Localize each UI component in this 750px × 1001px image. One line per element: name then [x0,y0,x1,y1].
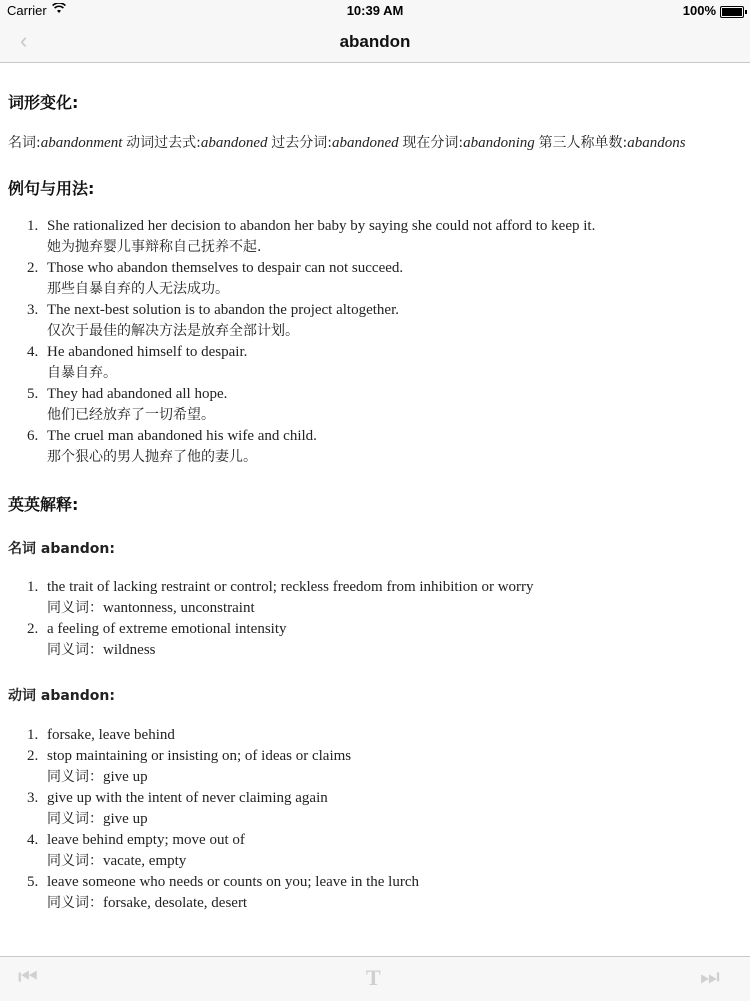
synonyms-label: 同义词： [47,769,103,785]
text-size-icon[interactable]: T [366,965,381,990]
page-title: abandon [339,32,411,51]
synonyms-label: 同义词： [47,600,103,616]
example-chinese: 仅次于最佳的解决方法是放弃全部计划。 [47,323,299,339]
synonyms-value: wildness [103,642,156,658]
example-chinese: 自暴自弃。 [47,365,117,381]
battery-percent: 100% [682,3,716,18]
examples-heading: 例句与用法: [8,179,95,198]
example-item [27,384,595,426]
example-item [27,216,595,258]
verb-definitions-list [27,725,419,914]
example-english: The cruel man abandoned his wife and child. [47,428,317,444]
example-item [27,258,595,300]
synonyms-value: wantonness, unconstraint [103,600,255,616]
form-label: 动词过去式: [126,135,201,151]
definition-text: leave someone who needs or counts on you; leave in the lurch [47,874,419,890]
list-number: 4. [27,344,39,360]
list-number: 3. [27,302,39,318]
synonyms-row [47,809,419,830]
example-chinese: 那些自暴自弃的人无法成功。 [47,281,229,297]
word-forms-line [8,132,686,152]
navigation-bar [0,22,750,63]
definition-text: stop maintaining or insisting on; of ideas or claims [47,748,352,764]
form-label: 现在分词: [402,135,464,151]
example-english: She rationalized her decision to abandon her baby by saying she could not afford to keep it. [47,218,596,234]
carrier-label: Carrier [7,3,47,18]
definition-item [27,746,419,788]
synonyms-label: 同义词： [47,895,103,911]
status-bar [0,0,750,22]
list-number: 2. [27,260,39,276]
example-english: He abandoned himself to despair. [47,344,248,360]
definition-item [27,725,419,746]
synonyms-row [47,893,419,914]
definition-text: forsake, leave behind [47,727,175,743]
list-number: 1. [27,727,39,743]
form-value: abandonment [40,135,123,151]
clock: 10:39 AM [346,3,404,18]
skip-forward-icon[interactable]: ⏭ [700,965,720,990]
example-chinese: 她为抛弃婴儿事辩称自己抚养不起. [47,239,262,255]
noun-title: 名词 abandon: [8,541,115,557]
list-number: 1. [27,218,39,234]
form-value: abandoning [463,135,535,151]
example-item [27,342,595,384]
definitions-heading: 英英解释: [8,495,79,514]
synonyms-label: 同义词： [47,811,103,827]
battery-icon [720,6,744,18]
noun-definitions-list [27,577,534,661]
definition-text: give up with the intent of never claiming again [47,790,328,806]
form-label: 过去分词: [271,135,332,151]
list-number: 2. [27,621,39,637]
synonyms-row [47,640,534,661]
definition-text: the trait of lacking restraint or control; reckless freedom from inhibition or worry [47,579,534,595]
synonyms-row [47,851,419,872]
synonyms-row [47,767,419,788]
list-number: 2. [27,748,39,764]
examples-list [27,216,595,468]
bottom-toolbar [0,956,750,1001]
list-number: 1. [27,579,39,595]
definition-item [27,577,534,619]
definition-item [27,872,419,914]
example-chinese: 那个狠心的男人抛弃了他的妻儿。 [47,449,257,465]
list-number: 6. [27,428,39,444]
list-number: 5. [27,874,39,890]
synonyms-value: give up [103,811,148,827]
chevron-left-icon[interactable]: ‹ [20,28,28,53]
definition-text: a feeling of extreme emotional intensity [47,621,287,637]
list-number: 3. [27,790,39,806]
verb-title: 动词 abandon: [8,688,115,704]
example-english: They had abandoned all hope. [47,386,228,402]
definition-item [27,830,419,872]
synonyms-value: vacate, empty [103,853,187,869]
form-label: 名词: [8,135,41,151]
synonyms-label: 同义词： [47,642,103,658]
form-value: abandons [627,135,686,151]
example-chinese: 他们已经放弃了一切希望。 [47,407,215,423]
example-english: Those who abandon themselves to despair can not succeed. [47,260,404,276]
synonyms-value: give up [103,769,148,785]
form-value: abandoned [200,135,268,151]
definition-content[interactable] [0,64,750,956]
list-number: 5. [27,386,39,402]
list-number: 4. [27,832,39,848]
form-label: 第三人称单数: [538,135,628,151]
example-english: The next-best solution is to abandon the project altogether. [47,302,399,318]
synonyms-label: 同义词： [47,853,103,869]
synonyms-value: forsake, desolate, desert [103,895,248,911]
skip-back-icon[interactable]: ⏮ [18,965,38,990]
definition-item [27,788,419,830]
synonyms-row [47,598,534,619]
form-value: abandoned [332,135,399,151]
example-item [27,426,595,468]
definition-text: leave behind empty; move out of [47,832,245,848]
forms-heading: 词形变化: [8,93,79,112]
definition-item [27,619,534,661]
example-item [27,300,595,342]
